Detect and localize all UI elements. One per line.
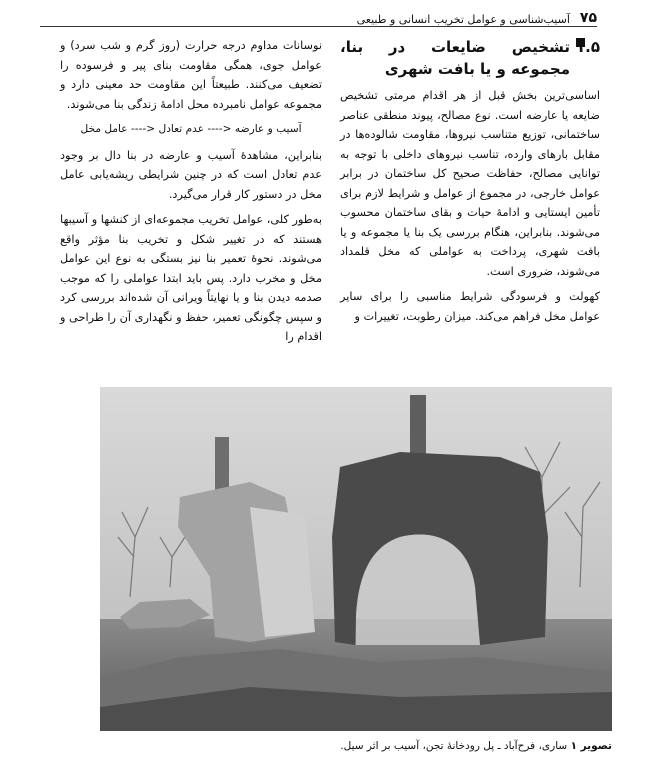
caption-text: ساری، فرح‌آباد ـ پل رودخانهٔ تجن، آسیب بر اثر سیل.: [340, 740, 568, 752]
paragraph: اساسی‌ترین بخش قبل از هر اقدام مرمتی تشخیص ضایعه یا عارضه است. نوع مصالح، پیوند منطقی عناصر ساختمانی، توزیع متناسب نیروها، مقاومت شالوده‌ها در مقابل بارهای وارده، تناسب نیروهای داخلی با توجه به توانایی مصالح، حفاظت صحیح کل ساختمان در برابر عوامل خارجی، در مجموع از عوامل و شرایط لازم برای تأمین ایستایی و ادامهٔ حیات و بقای ساختمان محسوب می‌شوند. بنابراین، هنگام بررسی یک بنا یا مجموعه و یا بافت شهری، پرداخت به عواملی که مخل قلمداد می‌شوند، ضروری است.: [340, 89, 600, 278]
page-header: [40, 0, 597, 27]
section-title: تشخیص ضایعات در بنا، مجموعه و یا بافت شهری: [340, 38, 570, 78]
paragraph: به‌طور کلی، عوامل تخریب مجموعه‌ای از کنشها و آسیبها هستند که در تغییر شکل و تخریب بنا مؤثر واقع می‌شوند. نحوهٔ تعمیر بنا نیز بستگی به نوع این عوامل مخل و مخرب دارد. پس باید ابتدا عواملی را که موجب صدمه دیدن بنا و یا نهایتاً ویرانی آن شده‌اند بررسی کرد و سپس چگونگی تعمیر، حفظ و نگهداری آن را طراحی و اقدام را: [60, 213, 322, 343]
photo-caption: [100, 740, 612, 752]
running-title: آسیب‌شناسی و عوامل تخریب انسانی و طبیعی: [356, 13, 570, 26]
section-number: ۱.۵: [575, 38, 600, 56]
section-heading: [340, 36, 600, 80]
page-number: ۷۵: [579, 10, 597, 26]
caption-label: تصویر ۱: [570, 740, 612, 752]
photo-illustration: [100, 387, 612, 731]
paragraph: کهولت و فرسودگی شرایط مناسبی را برای سایر عوامل مخل فراهم می‌کند. میزان رطوبت، تغییرات و: [340, 290, 600, 323]
right-column: [340, 36, 600, 332]
paragraph: نوسانات مداوم درجه حرارت (روز گرم و شب سرد) و عوامل جوی، همگی مقاومت بنای پیر و فرسوده را تضعیف می‌کنند. طبیعتاً این مقاومت حد معینی دارد و مجموعه عوامل نامبرده محل ادامهٔ زندگی بنا می‌شوند.: [60, 39, 322, 111]
paragraph: بنابراین، مشاهدهٔ آسیب و عارضه در بنا دال بر وجود عدم تعادل است که در چنین شرایطی ریشه‌یابی عامل مخل در دستور کار قرار می‌گیرد.: [60, 148, 322, 201]
bridge-ruins-photo: [100, 387, 612, 731]
cause-effect-formula: آسیب و عارضه <---- عدم تعادل <---- عامل مخل: [80, 123, 302, 135]
left-column: [60, 36, 322, 353]
